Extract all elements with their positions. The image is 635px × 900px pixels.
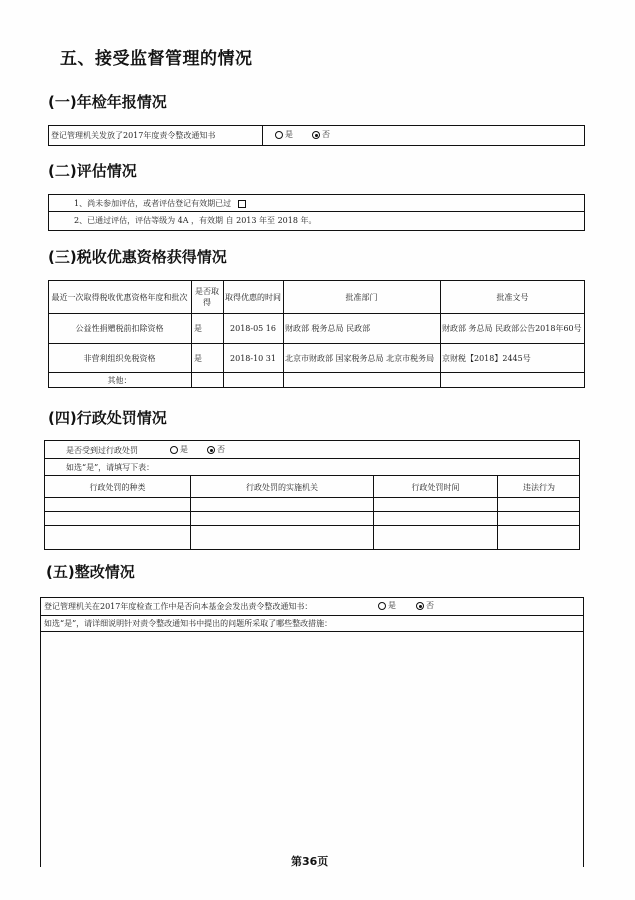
penalty-no-option[interactable] bbox=[207, 444, 225, 455]
penalty-header-agency: 行政处罚的实施机关 bbox=[246, 482, 318, 492]
evaluation-checkbox[interactable] bbox=[238, 200, 246, 208]
rectification-question: 登记管理机关在2017年度检查工作中是否向本基金会发出责令整改通知书： bbox=[44, 602, 313, 611]
page-number: 第36页 bbox=[291, 855, 329, 868]
tax-header-obtained: 是否取得 bbox=[195, 287, 219, 307]
divider bbox=[44, 497, 580, 498]
radio-no-selected[interactable] bbox=[312, 131, 320, 139]
rectification-heading: (五)整改情况 bbox=[46, 563, 135, 581]
penalty-header-violation: 违法行为 bbox=[523, 482, 555, 492]
tax-row-2-name: 非营利组织免税资格 bbox=[83, 353, 156, 363]
annual-inspection-heading: (一)年检年报情况 bbox=[48, 93, 167, 111]
tax-row-1-name: 公益性捐赠税前扣除资格 bbox=[75, 324, 164, 333]
divider bbox=[373, 475, 374, 550]
evaluation-line-1-text: 1、尚未参加评估，或者评估登记有效期已过 bbox=[74, 199, 232, 208]
radio-no-selected[interactable] bbox=[416, 602, 424, 610]
radio-no-label: 否 bbox=[322, 130, 330, 139]
divider bbox=[497, 475, 498, 550]
divider bbox=[44, 458, 580, 459]
rectification-yes-option[interactable] bbox=[378, 600, 396, 611]
penalty-header-time: 行政处罚时间 bbox=[411, 482, 460, 492]
penalty-question: 是否受到过行政处罚 bbox=[66, 446, 138, 455]
radio-yes-label: 是 bbox=[285, 130, 293, 139]
tax-row-3-name: 其他： bbox=[107, 376, 132, 385]
penalty-heading: (四)行政处罚情况 bbox=[48, 409, 167, 427]
tax-header-date: 取得优惠的时间 bbox=[225, 292, 281, 302]
penalty-header-type: 行政处罚的种类 bbox=[89, 482, 146, 492]
annual-inspection-question: 登记管理机关发放了2017年度责令整改通知书 bbox=[51, 131, 216, 140]
annual-no-option[interactable] bbox=[312, 129, 330, 140]
divider bbox=[44, 525, 580, 526]
tax-row-1-dept: 财政部 税务总局 民政部 bbox=[285, 324, 371, 333]
radio-yes[interactable] bbox=[170, 446, 178, 454]
tax-row-2-dept: 北京市财政部 国家税务总局 北京市税务局 bbox=[285, 353, 435, 363]
section-title: 五、接受监督管理的情况 bbox=[60, 49, 253, 69]
divider bbox=[44, 511, 580, 512]
rectification-instruction: 如选“是”，请详细说明针对责令整改通知书中提出的问题所采取了哪些整改措施： bbox=[44, 619, 333, 628]
rectification-no-option[interactable] bbox=[416, 600, 434, 611]
radio-no-selected[interactable] bbox=[207, 446, 215, 454]
tax-row-2-date: 2018-10 31 bbox=[230, 353, 276, 363]
penalty-yes-option[interactable] bbox=[170, 444, 188, 455]
divider bbox=[48, 211, 585, 212]
evaluation-line-1 bbox=[74, 198, 246, 209]
tax-header-doc: 批准文号 bbox=[496, 292, 529, 302]
radio-yes[interactable] bbox=[378, 602, 386, 610]
tax-header-year: 最近一次取得税收优惠资格年度和批次 bbox=[51, 292, 188, 302]
divider bbox=[40, 631, 584, 632]
divider bbox=[40, 615, 584, 616]
divider bbox=[262, 125, 263, 146]
tax-row-1-date: 2018-05 16 bbox=[230, 324, 276, 333]
radio-no-label: 否 bbox=[426, 601, 434, 610]
tax-row-1-doc: 财政部 务总局 民政部公告2018年60号 bbox=[442, 324, 582, 333]
tax-heading: (三)税收优惠资格获得情况 bbox=[48, 248, 227, 266]
radio-no-label: 否 bbox=[217, 445, 225, 454]
evaluation-line-2: 2、已通过评估，评估等级为 4A ，有效期 自 2013 年至 2018 年。 bbox=[74, 216, 317, 225]
radio-yes-label: 是 bbox=[388, 601, 396, 610]
annual-yes-option[interactable] bbox=[275, 129, 293, 140]
divider bbox=[190, 475, 191, 550]
radio-yes[interactable] bbox=[275, 131, 283, 139]
tax-row-2-obtained: 是 bbox=[194, 353, 202, 363]
radio-yes-label: 是 bbox=[180, 445, 188, 454]
tax-row-2-doc: 京财税【2018】2445号 bbox=[442, 353, 531, 363]
tax-row-1-obtained: 是 bbox=[194, 324, 202, 333]
tax-header-dept: 批准部门 bbox=[345, 292, 378, 302]
penalty-instruction: 如选“是”，请填写下表： bbox=[66, 463, 155, 472]
rectification-box bbox=[40, 597, 584, 867]
evaluation-heading: (二)评估情况 bbox=[48, 162, 137, 180]
divider bbox=[44, 475, 580, 476]
